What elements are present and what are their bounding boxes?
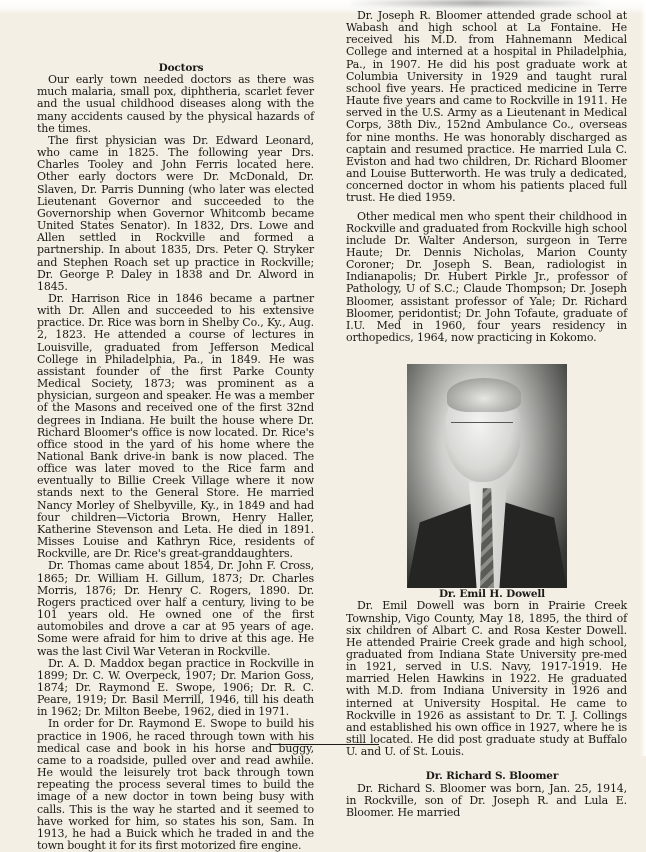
photo-glasses (451, 422, 513, 436)
paragraph-emil-dowell: Dr. Emil Dowell was born in Prairie Creek Township, Vigo County, May 18, 1895, the third of six children of Albart C. and Rosa Kester Dowell. He attended Prairie Creek grade and high school, graduated from Indiana State University pre-med in 1921, served in U.S. Navy, 1917-1919. He married Helen Hawkins in 1922. He graduated with M.D. from Indiana University in 1926 and interned at University Hospital. He came to Rockville in 1926 as assistant to Dr. T. J. Collings and established his own office in 1927, where he is still located. He did post graduate study at Buffalo U. and U. of St. Louis. (346, 599, 627, 759)
page-fold-shadow (346, 0, 606, 6)
right-column (346, 10, 627, 819)
paragraph-swope-anecdote: In order for Dr. Raymond E. Swope to build his practice in 1906, he raced through town with his medical case and book in his horse and buggy, came to a roadside, pulled over and read awhile. He would the leisurely trot back through town repeating the process several times to build the image of a new doctor in town being busy with calls. This is the way he started and it seemed to have worked for him, so states his son, Sam. In 1913, he had a Buick which he traded in and the town bought it for its first motorized fire engine. (37, 717, 314, 852)
section-divider-rule (271, 744, 379, 745)
portrait-figure (407, 364, 567, 588)
paragraph-later-doctors: Dr. Thomas came about 1854, Dr. John F. Cross, 1865; Dr. William H. Gillum, 1873; Dr. Charles Morris, 1876; Dr. Henry C. Rogers, 1890. Dr. Rogers practiced over half a century, living to be 101 years old. He owned one of the first automobiles and drove a car at 95 years of age. Some were afraid for him to drive at this age. He was the last Civil War Veteran in Rockville. (37, 559, 314, 658)
paragraph-harrison-rice: Dr. Harrison Rice in 1846 became a partner with Dr. Allen and succeeded to his extensive practice. Dr. Rice was born in Shelby Co., Ky., Aug. 2, 1823. He attended a course of lectures in Louisville, graduated from Jefferson Medical College in Philadelphia, Pa., in 1849. He was assistant founder of the first Parke County Medical Society, 1873; was prominent as a physician, surgeon and speaker. He was a member of the Masons and received one of the first 32nd degrees in Indiana. He built the house where Dr. Richard Bloomer's office is now located. Dr. Rice's office stood in the yard of his home where the National Bank drive-in bank is now placed. The office was later moved to the Rice farm and eventually to Billie Creek Village where it now stands next to the General Store. He married Nancy Morley of Shelbyville, Ky., in 1849 and had four children—Victoria Brown, Henry Haller, Katherine Stevenson and Leta. He died in 1891. Misses Louise and Kathryn Rice, residents of Rockville, are Dr. Rice's great-granddaughters. (37, 291, 314, 561)
section-heading-doctors: Doctors (158, 62, 204, 74)
left-column (37, 62, 314, 852)
paragraph-other-medical-men: Other medical men who spent their childhood in Rockville and graduated from Rockville high school include Dr. Walter Anderson, surgeon in Terre Haute; Dr. Dennis Nicholas, Marion County Coroner; Dr. Joseph S. Bean, radiologist in Indianapolis; Dr. Hubert Pirkle Jr., professor of Pathology, U of S.C.; Claude Thompson; Dr. Joseph Bloomer, assistant professor of Yale; Dr. Richard Bloomer, peridontist; Dr. John Tofaute, graduate of I.U. Med in 1960, four years residency in orthopedics, 1964, now practicing in Kokomo. (346, 209, 627, 345)
page-right-edge (640, 0, 646, 756)
paragraph-richard-bloomer: Dr. Richard S. Bloomer was born, Jan. 25, 1914, in Rockville, son of Dr. Joseph R. and Lula E. Bloomer. He married (346, 781, 627, 819)
portrait-photo-emil-dowell (407, 364, 567, 588)
paragraph-joseph-bloomer: Dr. Joseph R. Bloomer attended grade school at Wabash and high school at La Fontaine. He received his M.D. from Hahnemann Medical College and interned at a hospital in Philadelphia, Pa., in 1907. He did his post graduate work at Columbia University in 1929 and taught rural school five years. He practiced medicine in Terre Haute five years and came to Rockville in 1911. He served in the U.S. Army as a Lieutenant in Medical Corps, 38th Div., 152nd Ambulance Co., overseas for nine months. He was honorably discharged as captain and resumed practice. He married Lula C. Eviston and had two children, Dr. Richard Bloomer and Louise Butterworth. He was truly a dedicated, concerned doctor in whom his patients placed full trust. He died 1959. (346, 9, 627, 205)
photo-caption: Dr. Emil H. Dowell (438, 588, 546, 601)
photo-hair (447, 378, 521, 412)
section-heading-richard-bloomer: Dr. Richard S. Bloomer (425, 770, 559, 783)
paragraph-intro: Our early town needed doctors as there was much malaria, small pox, diphtheria, scarlet fever and the usual childhood diseases along with the many accidents caused by the physical hazards of the times. (37, 73, 314, 135)
paragraph-first-physicians: The first physician was Dr. Edward Leonard, who came in 1825. The following year Drs. Charles Tooley and John Ferris located here. Other early doctors were Dr. McDonald, Dr. Slaven, Dr. Parris Dunning (who later was elected Lieutenant Governor and succeeded to the Governorship when Governor Whitcomb became United States Senator). In 1832, Drs. Lowe and Allen settled in Rockville and formed a partnership. In about 1835, Drs. Peter Q. Stryker and Stephen Roach set up practice in Rockville; Dr. George P. Daley in 1838 and Dr. Alword in 1845. (37, 133, 314, 293)
paragraph-maddox-list: Dr. A. D. Maddox began practice in Rockville in 1899; Dr. C. W. Overpeck, 1907; Dr. Marion Goss, 1874; Dr. Raymond E. Swope, 1906; Dr. R. C. Peare, 1919; Dr. Basil Merrill, 1946, till his death in 1962; Dr. Milton Beebe, 1962, died in 1971. (37, 656, 314, 719)
